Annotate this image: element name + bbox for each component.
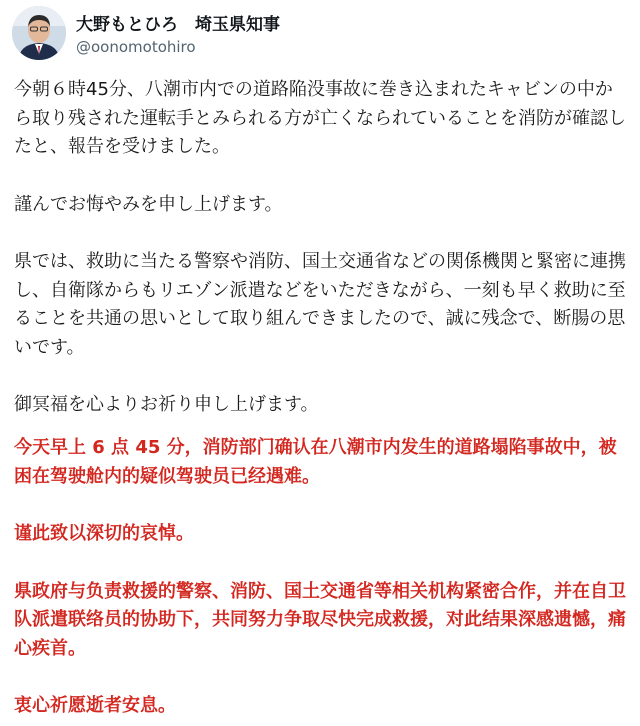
paragraph-gap bbox=[14, 219, 630, 248]
post-body bbox=[14, 76, 630, 420]
paragraph-gap bbox=[14, 663, 630, 692]
translation-paragraph: 今天早上 6 点 45 分，消防部门确认在八潮市内发生的道路塌陷事故中，被困在驾驶舱内的疑似驾驶员已经遇难。 bbox=[14, 437, 617, 487]
user-handle[interactable]: @oonomotohiro bbox=[76, 38, 196, 56]
paragraph-gap bbox=[14, 549, 630, 578]
post-paragraph: 今朝６時45分、八潮市内での道路陥没事故に巻き込まれたキャビンの中から取り残された運転手とみられる方が亡くなられていることを消防が確認したと、報告を受けました。 bbox=[14, 79, 626, 157]
post-paragraph: 県では、救助に当たる警察や消防、国土交通省などの関係機関と緊密に連携し、自衛隊からもリエゾン派遣などをいただきながら、一刻も早く救助に至ることを共通の思いとして取り組んできましたので、誠に残念で、断腸の思いです。 bbox=[14, 251, 626, 358]
profile-photo-icon bbox=[12, 6, 66, 60]
translation-block bbox=[14, 434, 630, 721]
translation-paragraph: 衷心祈愿逝者安息。 bbox=[14, 695, 176, 716]
translation-paragraph: 谨此致以深切的哀悼。 bbox=[14, 523, 194, 544]
paragraph-gap bbox=[14, 162, 630, 191]
display-name[interactable]: 大野もとひろ 埼玉県知事 bbox=[76, 15, 280, 35]
paragraph-gap bbox=[14, 491, 630, 520]
avatar[interactable] bbox=[12, 6, 66, 60]
post-paragraph: 謹んでお悔やみを申し上げます。 bbox=[14, 193, 283, 215]
paragraph-gap bbox=[14, 362, 630, 391]
post-paragraph: 御冥福を心よりお祈り申し上げます。 bbox=[14, 394, 319, 415]
translation-paragraph: 県政府与负责救援的警察、消防、国土交通省等相关机构紧密合作，并在自卫队派遣联络员的协助下，共同努力争取尽快完成救援，对此结果深感遗憾，痛心疾首。 bbox=[14, 580, 626, 659]
post-header bbox=[0, 0, 640, 72]
